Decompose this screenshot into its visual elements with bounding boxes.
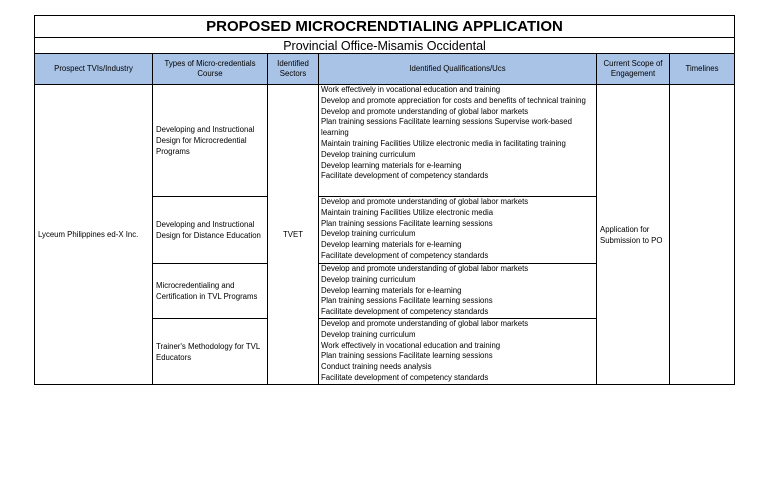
header-sectors: Identified Sectors <box>268 54 319 85</box>
qualification-item: Facilitate development of competency standards <box>321 171 489 181</box>
header-qualifications: Identified Qualifications/Ucs <box>319 54 597 85</box>
qualification-item: Develop and promote appreciation for costs and benefits of technical training <box>321 95 586 105</box>
qualification-item: Facilitate development of competency standards <box>321 250 489 260</box>
qualifications-cell <box>319 85 597 197</box>
header-prospect: Prospect TVIs/Industry <box>35 54 153 85</box>
course-name: Trainer's Methodology for TVL Educators <box>153 319 268 385</box>
qualification-item: Develop and promote understanding of global labor markets <box>321 264 529 273</box>
qualification-item: Plan training sessions Facilitate learning sessions Supervise work-based learning <box>321 117 572 138</box>
qualification-item: Plan training sessions Facilitate learning sessions <box>321 218 493 228</box>
qualifications-cell <box>319 319 597 385</box>
qualification-item: Develop and promote understanding of global labor markets <box>321 319 529 328</box>
qualification-item: Develop learning materials for e-learning <box>321 285 462 295</box>
qualification-item: Facilitate development of competency standards <box>321 307 489 317</box>
qualification-item: Plan training sessions Facilitate learning sessions <box>321 351 493 361</box>
qualification-item: Work effectively in vocational education and training <box>321 340 501 350</box>
header-types: Types of Micro-credentials Course <box>153 54 268 85</box>
qualification-item: Develop learning materials for e-learning <box>321 240 462 250</box>
course-name: Developing and Instructional Design for Microcredential Programs <box>153 85 268 197</box>
qualification-item: Develop and promote understanding of global labor markets <box>321 197 529 206</box>
table-row <box>35 85 735 197</box>
qualification-item: Develop learning materials for e-learning <box>321 160 462 170</box>
course-name: Developing and Instructional Design for Distance Education <box>153 197 268 264</box>
header-timelines: Timelines <box>670 54 735 85</box>
page-subtitle: Provincial Office-Misamis Occidental <box>35 38 735 54</box>
qualifications-cell <box>319 197 597 264</box>
qualification-item: Maintain training Facilities Utilize electronic media <box>321 207 494 217</box>
header-row <box>35 54 735 85</box>
microcredential-table <box>34 15 735 385</box>
prospect-cell: Lyceum Philippines ed-X Inc. <box>35 85 153 385</box>
qualification-item: Develop training curriculum <box>321 274 416 284</box>
page-title: PROPOSED MICROCRENDTIALING APPLICATION <box>35 16 735 38</box>
qualifications-cell <box>319 264 597 319</box>
qualification-item: Develop training curriculum <box>321 329 416 339</box>
qualification-item: Conduct training needs analysis <box>321 362 432 372</box>
qualification-item: Plan training sessions Facilitate learning sessions <box>321 296 493 306</box>
qualification-item: Develop training curriculum <box>321 229 416 239</box>
qualification-item: Work effectively in vocational education and training <box>321 85 501 94</box>
sector-cell: TVET <box>268 85 319 385</box>
scope-cell: Application for Submission to PO <box>597 85 670 385</box>
qualification-item: Maintain training Facilities Utilize electronic media in facilitating training <box>321 138 566 148</box>
header-scope: Current Scope of Engagement <box>597 54 670 85</box>
qualification-item: Facilitate development of competency standards <box>321 372 489 382</box>
timelines-cell <box>670 85 735 385</box>
qualification-item: Develop training curriculum <box>321 149 416 159</box>
course-name: Microcredentialing and Certification in TVL Programs <box>153 264 268 319</box>
qualification-item: Develop and promote understanding of global labor markets <box>321 106 529 116</box>
